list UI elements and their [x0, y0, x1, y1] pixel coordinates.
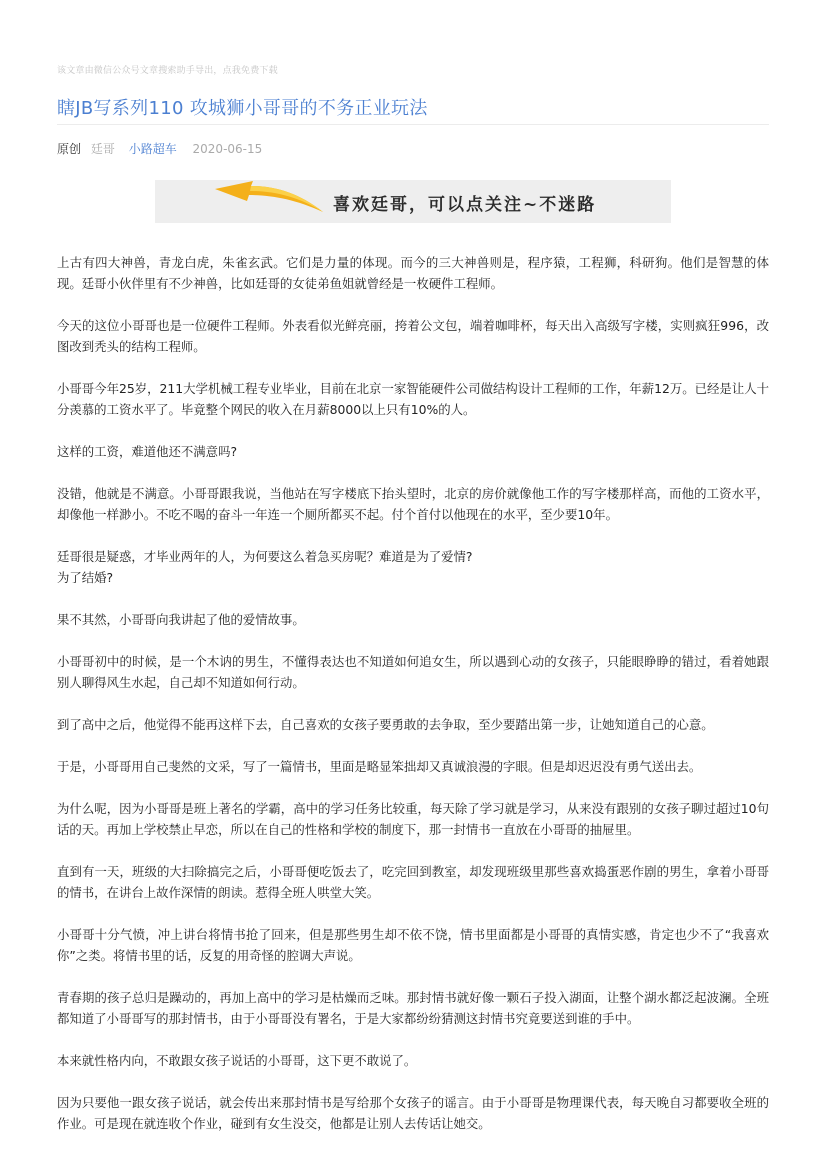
article-meta: [57, 140, 272, 157]
article-paragraph: 小哥哥今年25岁，211大学机械工程专业毕业，目前在北京一家智能硬件公司做结构设计工程师的工作，年薪12万。已经是让人十分羡慕的工资水平了。毕竟整个网民的收入在月薪8000以上只有10%的人。: [57, 381, 769, 417]
article-title: 瞎JB写系列110 攻城狮小哥哥的不务正业玩法: [57, 98, 428, 119]
article-paragraph: 为什么呢，因为小哥哥是班上著名的学霸，高中的学习任务比较重，每天除了学习就是学习，从来没有跟别的女孩子聊过超过10句话的天。再加上学校禁止早恋，所以在自己的性格和学校的制度下，那一封情书一直放在小哥哥的抽屉里。: [57, 801, 769, 837]
article-paragraph: 果不其然，小哥哥向我讲起了他的爱情故事。: [57, 612, 305, 627]
article-paragraph: 今天的这位小哥哥也是一位硬件工程师。外表看似光鲜亮丽，挎着公文包，端着咖啡杯，每天出入高级写字楼，实则疯狂996，改图改到秃头的结构工程师。: [57, 318, 769, 354]
article-paragraph: 廷哥很是疑惑，才毕业两年的人，为何要这么着急买房呢？难道是为了爱情? 为了结婚?: [57, 549, 473, 585]
article-paragraph: 这样的工资，难道他还不满意吗?: [57, 444, 238, 459]
arrow-icon: [213, 180, 328, 223]
banner-text: 喜欢廷哥，可以点关注~不迷路: [333, 195, 597, 215]
article-paragraph: 小哥哥初中的时候，是一个木讷的男生，不懂得表达也不知道如何追女生，所以遇到心动的女孩子，只能眼睁睁的错过，看着她跟别人聊得风生水起，自己却不知道如何行动。: [57, 654, 769, 690]
article-paragraph: 到了高中之后，他觉得不能再这样下去，自己喜欢的女孩子要勇敢的去争取，至少要踏出第一步，让她知道自己的心意。: [57, 717, 714, 732]
article-paragraph: 青春期的孩子总归是躁动的，再加上高中的学习是枯燥而乏味。那封情书就好像一颗石子投入湖面，让整个湖水都泛起波澜。全班都知道了小哥哥写的那封情书，由于小哥哥没有署名，于是大家都纷纷猜测这封情书究竟要送到谁的手中。: [57, 990, 769, 1026]
export-notice-link[interactable]: 该文章由微信公众号文章搜索助手导出，点我免费下载: [57, 66, 278, 76]
account-name-link[interactable]: 小路超车: [128, 142, 177, 156]
publish-date: 2020-06-15: [192, 142, 263, 156]
article-body: [57, 252, 769, 1155]
author-name: 廷哥: [90, 142, 115, 156]
article-paragraph: 小哥哥十分气愤，冲上讲台将情书抢了回来，但是那些男生却不依不饶，情书里面都是小哥哥的真情实感，肯定也少不了“我喜欢你”之类。将情书里的话，反复的用奇怪的腔调大声说。: [57, 927, 769, 963]
article-paragraph: 因为只要他一跟女孩子说话，就会传出来那封情书是写给那个女孩子的谣言。由于小哥哥是物理课代表，每天晚自习都要收全班的作业。可是现在就连收个作业，碰到有女生没交，他都是让别人去传话让她交。: [57, 1095, 769, 1131]
article-paragraph: 本来就性格内向，不敢跟女孩子说话的小哥哥，这下更不敢说了。: [57, 1053, 417, 1068]
article-paragraph: 直到有一天，班级的大扫除搞完之后，小哥哥便吃饭去了，吃完回到教室，却发现班级里那些喜欢捣蛋恶作剧的男生，拿着小哥哥的情书，在讲台上故作深情的朗读。惹得全班人哄堂大笑。: [57, 864, 769, 900]
title-divider: [57, 124, 769, 125]
original-tag: 原创: [57, 142, 82, 156]
article-paragraph: 于是，小哥哥用自己斐然的文采，写了一篇情书，里面是略显笨拙却又真诚浪漫的字眼。但是却迟迟没有勇气送出去。: [57, 759, 702, 774]
article-paragraph: 上古有四大神兽，青龙白虎，朱雀玄武。它们是力量的体现。而今的三大神兽则是，程序猿，工程狮，科研狗。他们是智慧的体现。廷哥小伙伴里有不少神兽，比如廷哥的女徒弟鱼姐就曾经是一枚硬件工程师。: [57, 255, 769, 291]
article-paragraph: 没错，他就是不满意。小哥哥跟我说，当他站在写字楼底下抬头望时，北京的房价就像他工作的写字楼那样高，而他的工资水平，却像他一样渺小。不吃不喝的奋斗一年连一个厕所都买不起。付个首付以他现在的水平，至少要10年。: [57, 486, 769, 522]
follow-banner: [155, 180, 671, 223]
